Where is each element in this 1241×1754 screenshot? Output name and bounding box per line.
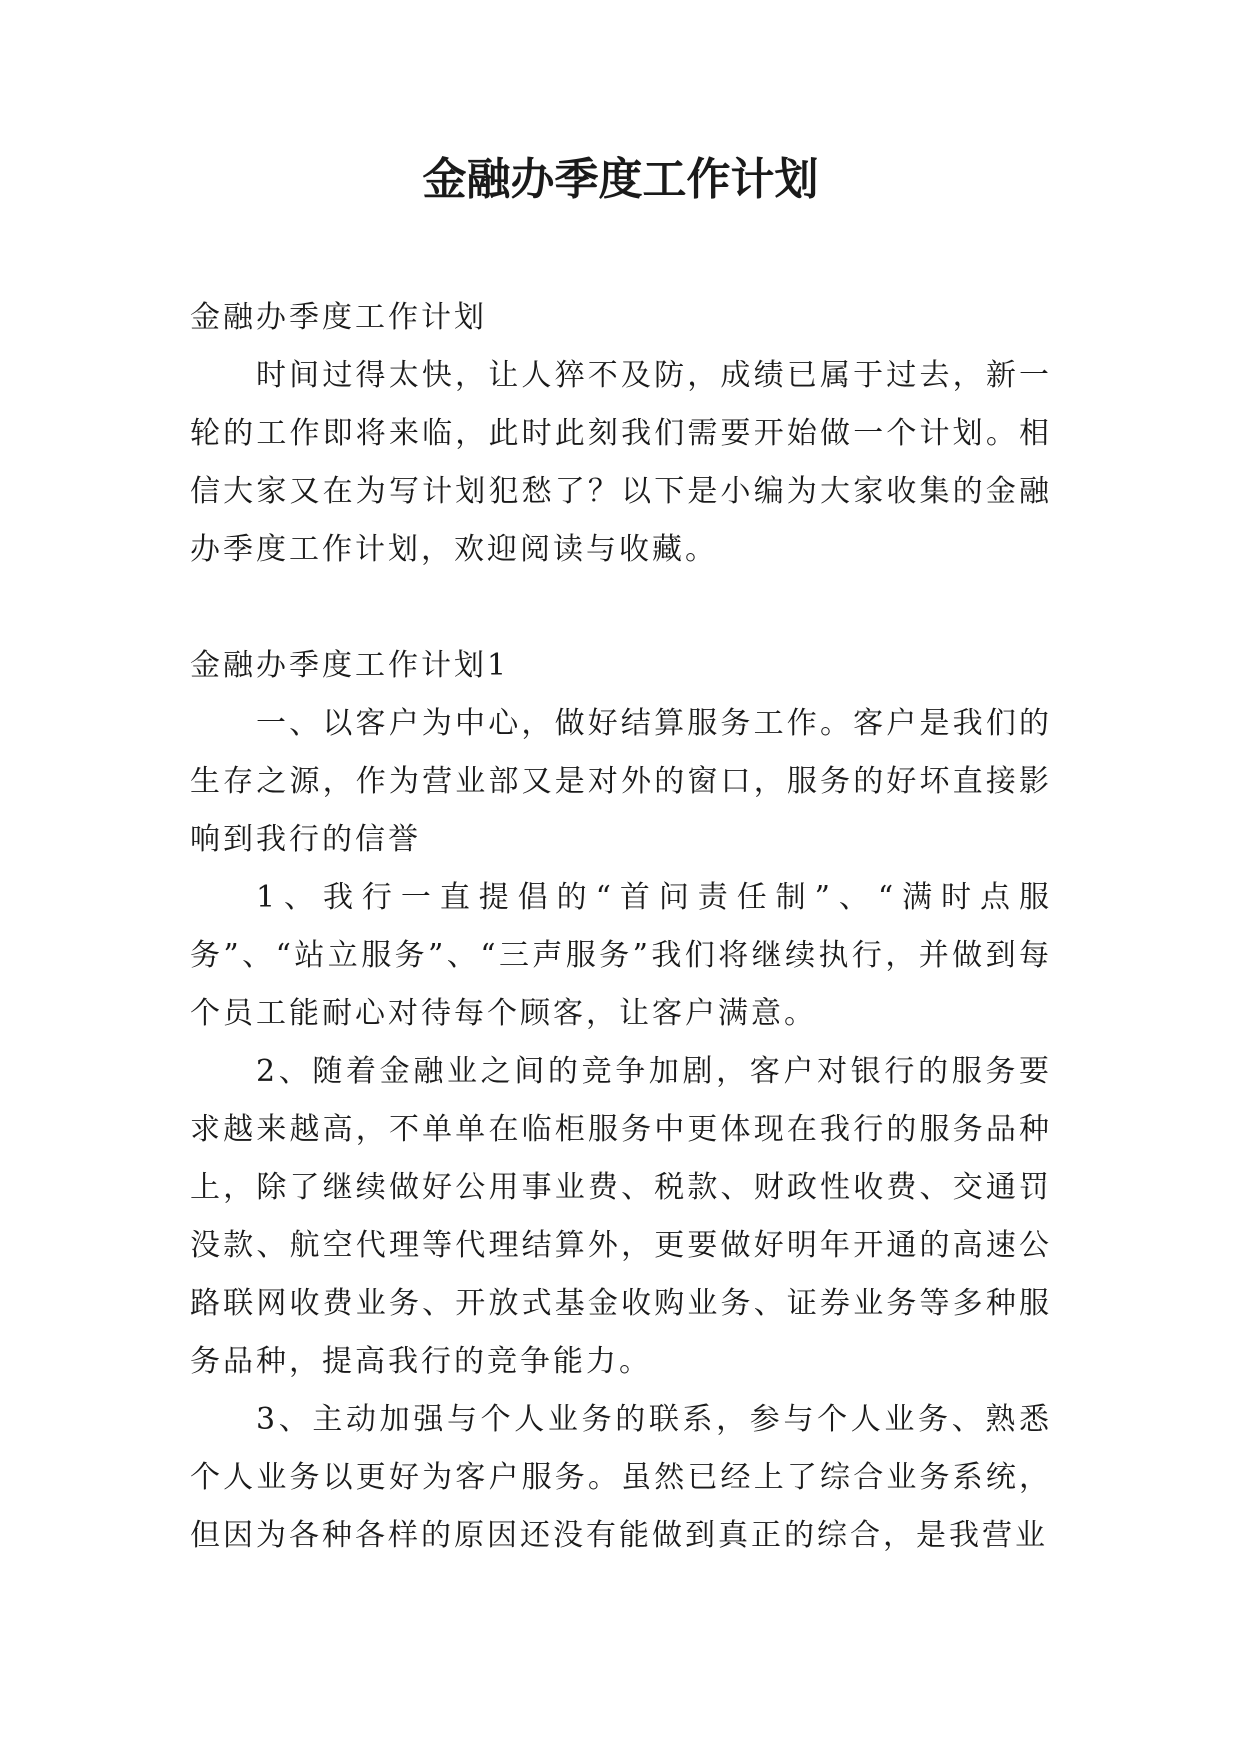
paragraph-item-2: 2、随着金融业之间的竞争加剧，客户对银行的服务要求越来越高，不单单在临柜服务中更体现在我行的服务品种上，除了继续做好公用事业费、税款、财政性收费、交通罚没款、航空代理等代理结算外，更要做好明年开通的高速公路联网收费业务、开放式基金收购业务、证券业务等多种服务品种，提高我行的竞争能力。 [190,1054,1052,1379]
section-heading-plan-1: 金融办季度工作计划1 [190,648,510,683]
document-title: 金融办季度工作计划 [422,154,819,205]
document-body [190,289,1052,1565]
paragraph-item-3: 3、主动加强与个人业务的联系，参与个人业务、熟悉个人业务以更好为客户服务。虽然已经上了综合业务系统，但因为各种各样的原因还没有能做到真正的综合，是我营业 [190,1402,1052,1553]
paragraph-item-1: 1、我行一直提倡的“首问责任制”、“满时点服务”、“站立服务”、“三声服务”我们将继续执行，并做到每个员工能耐心对待每个顾客，让客户满意。 [190,880,1052,1031]
paragraph-customer-center: 一、以客户为中心，做好结算服务工作。客户是我们的生存之源，作为营业部又是对外的窗口，服务的好坏直接影响到我行的信誉 [190,706,1052,857]
intro-paragraph: 时间过得太快，让人猝不及防，成绩已属于过去，新一轮的工作即将来临，此时此刻我们需要开始做一个计划。相信大家又在为写计划犯愁了？以下是小编为大家收集的金融办季度工作计划，欢迎阅读与收藏。 [190,358,1052,567]
body-subtitle: 金融办季度工作计划 [190,300,487,335]
